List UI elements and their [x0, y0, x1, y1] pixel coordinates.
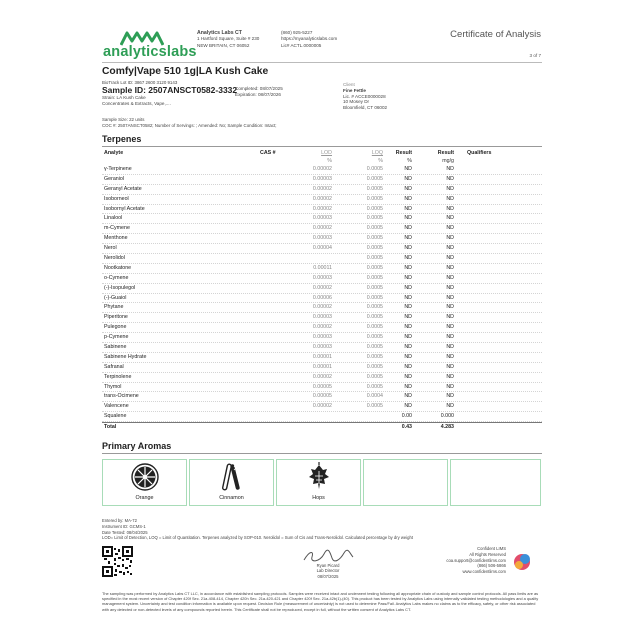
- result-percent-cell: ND: [404, 235, 412, 242]
- sample-id: Sample ID: 2507ANSCT0582-3332: [102, 85, 238, 95]
- lab-name: Analytics Labs CT: [197, 30, 242, 36]
- table-row: [102, 284, 542, 294]
- analyte-cell: Squalene: [104, 413, 127, 420]
- logo-text: analyticslabs: [103, 44, 197, 60]
- analyte-cell: Sabinene Hydrate: [104, 353, 147, 360]
- result-mgg-cell: ND: [446, 344, 454, 351]
- analyte-cell: (-)-Isopulegol: [104, 284, 136, 291]
- aromas-divider: [102, 453, 542, 454]
- lod-cell: 0.00002: [312, 205, 332, 212]
- result-mgg-cell: ND: [446, 185, 454, 192]
- entered-by: Entered by: MA-72: [102, 518, 137, 523]
- header-qualifiers: Qualifiers: [467, 150, 492, 156]
- loq-cell: 0.0005: [366, 294, 383, 301]
- analyte-cell: Isobornyl Acetate: [104, 205, 145, 212]
- result-mgg-cell: ND: [446, 245, 454, 252]
- signature-icon: [300, 548, 356, 564]
- lod-cell: 0.00003: [312, 175, 332, 182]
- lab-website[interactable]: https://myanalyticslabs.com: [281, 36, 338, 42]
- lod-cell: 0.00004: [312, 245, 332, 252]
- table-row: [102, 392, 542, 402]
- header-lod: LOD: [321, 150, 332, 156]
- lab-address: [197, 30, 259, 49]
- result-percent-cell: ND: [404, 175, 412, 182]
- unit-loq: %: [378, 158, 383, 164]
- loq-cell: 0.0005: [366, 235, 383, 242]
- lod-cell: 0.00003: [312, 334, 332, 341]
- table-row: [102, 264, 542, 274]
- lod-cell: 0.00002: [312, 304, 332, 311]
- result-percent-cell: ND: [404, 264, 412, 271]
- table-row: [102, 234, 542, 244]
- unit-result-percent: %: [407, 158, 412, 164]
- table-row: [102, 303, 542, 313]
- document-title: Certificate of Analysis: [450, 29, 541, 40]
- loq-cell: 0.0005: [366, 166, 383, 172]
- date-tested: Date Tested: 08/04/2025: [102, 529, 148, 535]
- result-mgg-cell: ND: [446, 274, 454, 281]
- loq-cell: 0.0005: [366, 334, 383, 341]
- result-percent-cell: ND: [404, 324, 412, 331]
- unit-result-mgg: mg/g: [442, 158, 454, 164]
- analyte-cell: Thymol: [104, 383, 122, 390]
- expiration-date: Expiration: 08/07/2026: [235, 91, 281, 97]
- terpenes-divider: [102, 146, 542, 147]
- analyte-cell: γ-Terpinene: [104, 166, 132, 172]
- table-total-row: [102, 422, 542, 432]
- result-mgg-cell: ND: [446, 314, 454, 321]
- result-percent-cell: ND: [404, 185, 412, 192]
- lod-cell: 0.00005: [312, 383, 332, 390]
- table-row: [102, 185, 542, 195]
- loq-cell: 0.0005: [366, 344, 383, 351]
- table-row: [102, 363, 542, 373]
- table-row: [102, 175, 542, 185]
- analyte-cell: Phytane: [104, 304, 124, 311]
- aroma-card: [102, 459, 187, 506]
- header-result-percent: Result: [395, 150, 412, 156]
- lab-address-line1: 1 Hartford Square, Suite # 230: [197, 36, 260, 42]
- result-percent-cell: ND: [404, 245, 412, 252]
- result-percent-cell: ND: [404, 255, 412, 262]
- table-row: [102, 313, 542, 323]
- total-label: Total: [104, 424, 117, 431]
- table-row: [102, 383, 542, 393]
- lod-cell: 0.00003: [312, 344, 332, 351]
- result-mgg-cell: ND: [446, 166, 454, 172]
- analyte-cell: Isoborneol: [104, 195, 129, 202]
- cinnamon-icon: [216, 462, 248, 492]
- loq-cell: 0.0005: [366, 175, 383, 182]
- result-mgg-cell: ND: [446, 403, 454, 410]
- loq-cell: 0.0005: [366, 363, 383, 370]
- result-percent-cell: ND: [404, 166, 412, 172]
- analyte-cell: Pulegone: [104, 324, 127, 331]
- result-percent-cell: ND: [404, 334, 412, 341]
- loq-cell: 0.0005: [366, 195, 383, 202]
- instrument-id: Instrument ID: GCMS-1: [102, 523, 146, 529]
- signed-date: 08/07/2025: [317, 573, 339, 579]
- client-address-line2: Bloomfield, CT 06002: [343, 105, 388, 111]
- loq-cell: 0.0005: [366, 274, 383, 281]
- loq-cell: 0.0005: [366, 185, 383, 192]
- result-mgg-cell: ND: [446, 353, 454, 360]
- result-percent-cell: ND: [404, 403, 412, 410]
- loq-cell: 0.0005: [366, 264, 383, 271]
- analyte-cell: m-Cymene: [104, 225, 130, 232]
- loq-cell: 0.0005: [366, 324, 383, 331]
- result-percent-cell: ND: [404, 314, 412, 321]
- coc-info: COC #: 2507ANSCT0582; Number of Servings: ; Amended: No; Sample Condition: Intact;: [102, 122, 277, 128]
- lab-address-line2: NEW BRITAIN, CT 06052: [197, 42, 250, 48]
- header-cas: CAS #: [260, 150, 276, 156]
- loq-cell: 0.0005: [366, 215, 383, 222]
- table-row: [102, 353, 542, 363]
- aroma-name: Orange: [135, 495, 154, 501]
- result-percent-cell: ND: [404, 363, 412, 370]
- table-row: [102, 165, 542, 175]
- header-loq: LOQ: [371, 150, 383, 156]
- loq-cell: 0.0005: [366, 205, 383, 212]
- result-percent-cell: ND: [404, 284, 412, 291]
- result-mgg-cell: ND: [446, 393, 454, 400]
- aroma-card: [276, 459, 361, 506]
- qr-code-icon[interactable]: [102, 546, 133, 577]
- result-percent-cell: ND: [404, 195, 412, 202]
- lims-rights: All Rights Reserved: [469, 551, 506, 557]
- result-mgg-cell: ND: [446, 255, 454, 262]
- result-mgg-cell: ND: [446, 205, 454, 212]
- lims-info: [438, 546, 506, 575]
- loq-cell: 0.0005: [366, 373, 383, 380]
- total-percent: 0.43: [401, 424, 412, 431]
- lod-cell: 0.00002: [312, 324, 332, 331]
- analyte-cell: Piperitone: [104, 314, 128, 321]
- terpenes-title: Terpenes: [102, 134, 142, 144]
- result-mgg-cell: ND: [446, 235, 454, 242]
- table-units-row: [102, 157, 542, 165]
- lod-cell: 0.00006: [312, 294, 332, 301]
- table-row: [102, 274, 542, 284]
- lod-cell: 0.00003: [312, 215, 332, 222]
- table-row: [102, 294, 542, 304]
- analyte-cell: Nerol: [104, 245, 117, 252]
- table-row: [102, 205, 542, 215]
- lod-cell: 0.00002: [312, 225, 332, 232]
- client-info: [343, 82, 387, 111]
- lab-contact: [281, 30, 337, 49]
- result-mgg-cell: ND: [446, 264, 454, 271]
- result-percent-cell: ND: [404, 353, 412, 360]
- result-mgg-cell: ND: [446, 225, 454, 232]
- lims-phone: (866) 506-5866: [477, 563, 506, 569]
- aroma-card-empty: [363, 459, 448, 506]
- loq-cell: 0.0005: [366, 304, 383, 311]
- lims-name: Confident LIMS: [477, 546, 506, 551]
- header-analyte: Analyte: [104, 150, 124, 156]
- analyte-cell: trans-Ocimene: [104, 393, 139, 400]
- result-percent-cell: ND: [404, 205, 412, 212]
- table-row: [102, 402, 542, 412]
- loq-cell: 0.0005: [366, 314, 383, 321]
- orange-icon: [129, 462, 161, 492]
- aroma-card: [189, 459, 274, 506]
- result-percent-cell: 0.00: [401, 413, 412, 420]
- loq-cell: 0.0005: [366, 284, 383, 291]
- client-name: Fine Fettle: [343, 87, 366, 93]
- lims-email[interactable]: coa.support@confidentlims.com: [446, 557, 506, 563]
- client-label: Client: [343, 82, 355, 87]
- result-mgg-cell: ND: [446, 334, 454, 341]
- result-mgg-cell: ND: [446, 373, 454, 380]
- loq-cell: 0.0005: [366, 225, 383, 232]
- lod-cell: 0.00001: [312, 353, 332, 360]
- analyte-cell: Safranal: [104, 363, 124, 370]
- sample-details: [102, 117, 277, 128]
- signer-title: Lab Director: [316, 568, 340, 574]
- table-row: [102, 195, 542, 205]
- result-percent-cell: ND: [404, 344, 412, 351]
- lod-cell: 0.00005: [312, 393, 332, 400]
- aroma-card-empty: [450, 459, 541, 506]
- analyte-cell: Terpinolene: [104, 373, 132, 380]
- lod-cell: 0.00002: [312, 166, 332, 172]
- result-percent-cell: ND: [404, 393, 412, 400]
- loq-cell: 0.0005: [366, 353, 383, 360]
- result-percent-cell: ND: [404, 274, 412, 281]
- result-mgg-cell: ND: [446, 175, 454, 182]
- disclaimer: The sampling was performed by Analytics Labs CT LLC, in accordance with established sampling protocols. Samples were received intact and underwent testing following all appropriate chain of custody and sample control protocols. All pass limits are as specified in the most recent version of Chapter 420f Sec. 21a-408-414, Chapter 420h Sec. 21a-420-421 and Chapter 420f Sec. 21a-42b(1)-(40). This product has been tested by Analytics Labs using internally validated testing methodologies and a quality management system. Uncertainty and test condition information is available upon request. Decision Rule (measurement of uncertainty) is not used to determine Pass/Fail. Analytics Labs makes no claims as to the efficacy, safety, or other risk associated with any detected or non-detected levels of any compounds reported herein. This Certificate shall not be reproduced, except in full, without the written consent of Analytics Labs CT.: [102, 591, 539, 612]
- lod-cell: 0.00002: [312, 195, 332, 202]
- strain-info: [102, 95, 171, 107]
- loq-cell: 0.0005: [366, 403, 383, 410]
- lod-cell: 0.00002: [312, 284, 332, 291]
- loq-cell: 0.0005: [366, 255, 383, 262]
- dates: [235, 86, 283, 98]
- method-note: LOD= Limit of Detection, LOQ = Limit of Quantitation. Terpenes analyzed by SOP-010. Nerolidol = Sum of Cis and Trans-Nerolidol. Calculated percentage by dry weight: [102, 535, 414, 541]
- lod-cell: 0.00003: [312, 314, 332, 321]
- table-row: [102, 244, 542, 254]
- signer-name: Ryan Picard: [316, 563, 340, 568]
- product-category: Concentrates & Extracts, Vape,....: [102, 100, 171, 106]
- table-row: [102, 323, 542, 333]
- result-mgg-cell: ND: [446, 324, 454, 331]
- header-divider: [102, 62, 542, 63]
- sample-size: Sample Size: 22 units: [102, 117, 145, 122]
- result-mgg-cell: ND: [446, 383, 454, 390]
- terpenes-table: [102, 149, 542, 432]
- loq-cell: 0.0005: [366, 245, 383, 252]
- hops-icon: [303, 462, 335, 492]
- aromas-title: Primary Aromas: [102, 441, 172, 451]
- table-row: [102, 333, 542, 343]
- unit-lod: %: [327, 158, 332, 164]
- lab-phone: (860) 925-5227: [281, 30, 313, 35]
- result-percent-cell: ND: [404, 383, 412, 390]
- product-title: Comfy|Vape 510 1g|LA Kush Cake: [102, 66, 269, 77]
- result-mgg-cell: ND: [446, 284, 454, 291]
- loq-cell: 0.0005: [366, 383, 383, 390]
- aroma-name: Hops: [312, 495, 325, 501]
- result-percent-cell: ND: [404, 373, 412, 380]
- client-license: Lic. # ACCE0000028: [343, 93, 386, 99]
- table-row: [102, 254, 542, 264]
- lod-cell: 0.00002: [312, 403, 332, 410]
- header-result-mgg: Result: [437, 150, 454, 156]
- analyte-cell: (-)-Guaiol: [104, 294, 127, 301]
- analyte-cell: Nootkatone: [104, 264, 132, 271]
- analyte-cell: Linalool: [104, 215, 123, 222]
- client-address-line1: 10 Mosey Dr: [343, 99, 370, 105]
- lod-cell: 0.00011: [313, 264, 332, 271]
- lod-cell: 0.00003: [312, 274, 332, 281]
- aroma-name: Cinnamon: [219, 495, 244, 501]
- terpenes-rows: [102, 165, 542, 422]
- result-percent-cell: ND: [404, 294, 412, 301]
- table-row: [102, 343, 542, 353]
- analyte-cell: Menthone: [104, 235, 128, 242]
- page-number: 3 of 7: [529, 53, 541, 58]
- lims-website[interactable]: www.confidentlims.com: [462, 569, 506, 575]
- result-mgg-cell: ND: [446, 304, 454, 311]
- test-notes: [102, 518, 542, 541]
- analyte-cell: Nerolidol: [104, 255, 125, 262]
- analyte-cell: Sabinene: [104, 344, 127, 351]
- table-row: [102, 214, 542, 224]
- biotrack-lot-id: BioTrack Lot ID: 3867 2600 3120 9143: [102, 80, 178, 85]
- result-mgg-cell: ND: [446, 195, 454, 202]
- completed-date: Completed: 08/07/2025: [235, 86, 283, 91]
- table-row: [102, 373, 542, 383]
- strain: Strain: LA Kush Cake: [102, 95, 146, 100]
- analyte-cell: o-Cymene: [104, 274, 129, 281]
- result-percent-cell: ND: [404, 225, 412, 232]
- result-mgg-cell: ND: [446, 294, 454, 301]
- lod-cell: 0.00002: [312, 185, 332, 192]
- table-row: [102, 224, 542, 234]
- signature-block: [278, 563, 378, 579]
- analyte-cell: p-Cymene: [104, 334, 129, 341]
- lod-cell: 0.00003: [312, 235, 332, 242]
- result-mgg-cell: 0.000: [440, 413, 454, 420]
- result-percent-cell: ND: [404, 215, 412, 222]
- result-mgg-cell: ND: [446, 215, 454, 222]
- analyte-cell: Valencene: [104, 403, 129, 410]
- lab-license: Lic# ACTL.0000005: [281, 42, 322, 48]
- analyte-cell: Geraniol: [104, 175, 125, 182]
- total-mgg: 4.283: [440, 424, 454, 431]
- table-header-row: [102, 149, 542, 157]
- lims-logo-icon: [510, 552, 534, 576]
- result-percent-cell: ND: [404, 304, 412, 311]
- analyte-cell: Geranyl Acetate: [104, 185, 142, 192]
- lod-cell: 0.00002: [312, 373, 332, 380]
- table-row: [102, 412, 542, 422]
- result-mgg-cell: ND: [446, 363, 454, 370]
- lod-cell: 0.00001: [312, 363, 332, 370]
- loq-cell: 0.0004: [366, 393, 383, 400]
